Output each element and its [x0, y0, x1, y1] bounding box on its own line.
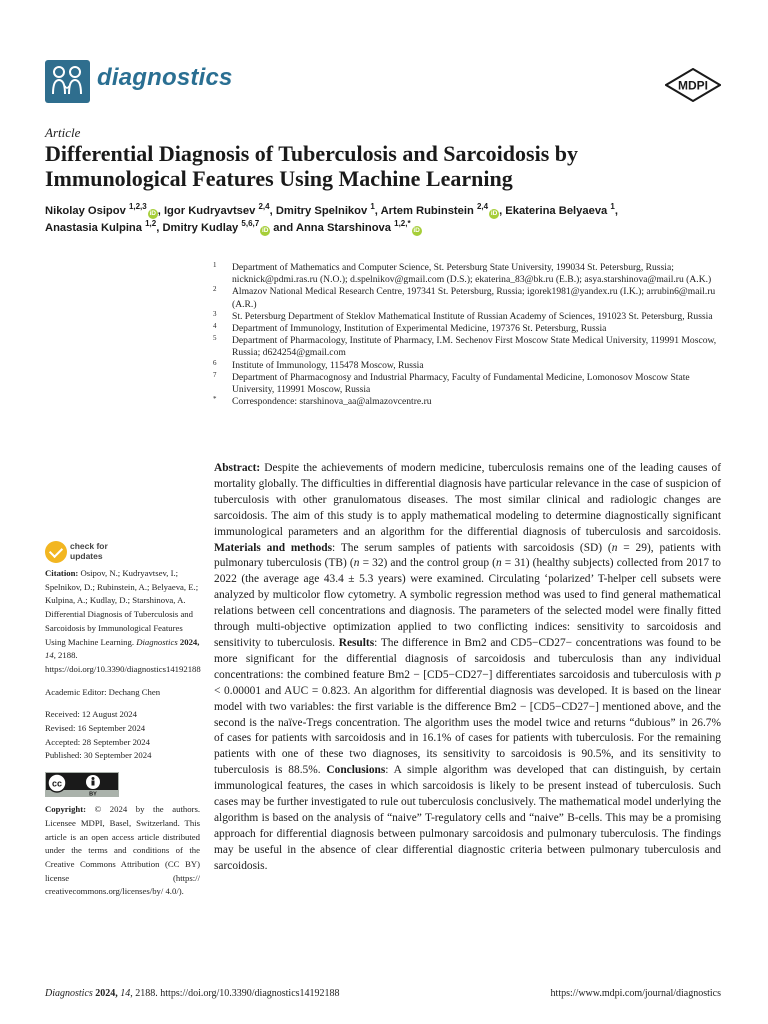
journal-logo-icon	[45, 60, 90, 103]
abstract-results-b: < 0.00001 and AUC = 0.823. An algorithm for differential diagnosis was developed. It is based on the linear model with two variables: the first variable is the difference Bm2 − [CD5−CD27−] mentioned above, and the second is the naïve-Tregs concentration. The algorithm uses the model twice and returns “dubious” in 26.7% of cases for patients with sarcoidosis and in 16.1% of cases for patients with tuberculosis. For the remaining patients with one of these two diagnoses, its sensitivity to sarcoidosis is 90.5%, and its sensitivity to tuberculosis is 88.5%.	[214, 684, 721, 777]
author-list	[45, 203, 721, 237]
citation-doi[interactable]: , 2188. https://doi.org/10.3390/diagnostics14192188	[45, 650, 201, 674]
affiliation-item	[210, 372, 725, 396]
orcid-icon[interactable]: iD	[413, 227, 420, 234]
affiliation-number: *	[213, 395, 217, 404]
check-updates-line1: check for	[70, 541, 108, 551]
methods-label: Materials and methods	[214, 541, 333, 554]
affiliation-text: Institute of Immunology, 115478 Moscow, Russia	[232, 359, 424, 371]
footer-journal: Diagnostics	[45, 988, 93, 999]
check-updates-line2: updates	[70, 550, 103, 561]
affiliation-item	[210, 311, 725, 323]
footer-citation	[45, 988, 340, 999]
author-name[interactable]: Dmitry Spelnikov	[275, 205, 368, 217]
copyright	[45, 803, 200, 899]
abstract-methods-d: = 31) (healthy subjects) collected from 2017 to 2022 (the average age 43.4 ± 5.3 years) were examined. Circulating ‘polarized’ T-helper cell subsets were analyzed by multicolor flow cytometry. A symbolic regression method was used to find general mathematical relations between cell concentrations and diagnosis. The parameters of the selected model were finally fitted through multi-objective optimization applied to two conflicting indices: sensitivity to sarcoidosis and sensitivity to tuberculosis.	[214, 557, 722, 649]
citation-journal: Diagnostics	[136, 636, 178, 647]
affiliation-item	[210, 360, 725, 372]
affiliation-text: Correspondence: starshinova_aa@almazovcentre.ru	[232, 396, 432, 408]
svg-text:cc: cc	[51, 778, 63, 789]
affiliation-number: 3	[213, 309, 217, 318]
journal-header	[45, 60, 721, 105]
article-title: Differential Diagnosis of Tuberculosis and Sarcoidosis by Immunological Features Using Machine Learning	[45, 141, 578, 191]
citation	[45, 567, 200, 677]
cc-by-license-icon[interactable]	[45, 772, 119, 797]
copyright-text: © 2024 by the authors. Licensee MDPI, Basel, Switzerland. This article is an open access article distributed under the terms and conditions of the Creative Commons Attribution (CC BY) license (https:// creativecommons.org/licenses/by/ 4.0/).	[45, 804, 200, 897]
check-for-updates[interactable]	[45, 540, 200, 564]
footer-year: 2024,	[92, 988, 121, 999]
affiliation-item	[210, 286, 725, 310]
affiliation-text: Department of Mathematics and Computer Science, St. Petersburg State University, 199034 St. Petersburg, Russia; nicknick@pdmi.ras.ru (N.O.); d.spelnikov@gmail.com (D.S.); ekaterina_83@bk.ru (E.B.); asya.starshinova@mail.ru (A.K.)	[232, 262, 712, 286]
author-name[interactable]: Anastasia Kulpina	[45, 222, 142, 234]
copyright-label: Copyright:	[45, 804, 87, 815]
orcid-icon[interactable]: iD	[490, 210, 498, 217]
author-affiliation-sup: 5,6,7	[241, 219, 260, 228]
date-accepted: Accepted: 28 September 2024	[45, 736, 150, 747]
citation-label: Citation:	[45, 568, 79, 578]
journal-name[interactable]: diagnostics	[97, 64, 233, 91]
abstract-label: Abstract:	[214, 462, 261, 474]
n-symbol: n	[353, 557, 360, 570]
author-name[interactable]: Anna Starshinova	[295, 222, 392, 234]
author-affiliation-sup: 1,2,*	[394, 219, 411, 228]
affiliation-number: 5	[213, 334, 217, 343]
checkmark-icon	[45, 541, 67, 563]
abstract-methods-a: : The serum samples of patients with sarcoidosis (SD) (	[332, 541, 612, 554]
affiliation-item	[210, 262, 725, 286]
citation-volume: 14	[45, 650, 54, 661]
n-symbol: n	[611, 541, 618, 554]
author-name[interactable]: Igor Kudryavtsev	[163, 205, 256, 217]
citation-year: 2024,	[177, 636, 200, 647]
citation-text: Osipov, N.; Kudryavtsev, I.; Spelnikov, D.; Rubinstein, A.; Belyaeva, E.; Kulpina, A.; Kudlay, D.; Starshinova, A. Differential Diagnosis of Tuberculosis and Sarcoidosis by Immunological Features Using Machine Learning.	[45, 568, 199, 647]
n-symbol: n	[495, 557, 502, 570]
affiliation-number: 7	[213, 370, 217, 379]
footer-volume: 14	[120, 988, 131, 999]
date-published: Published: 30 September 2024	[45, 750, 152, 761]
affiliation-item	[210, 396, 725, 408]
author-separator: ,	[156, 222, 163, 234]
abstract	[214, 461, 721, 875]
affiliation-text: Almazov National Medical Research Centre, 197341 St. Petersburg, Russia; igorek1981@yandex.ru (I.K.); arrubin6@mail.ru (A.R.)	[232, 286, 716, 310]
cc-by-label: BY	[89, 791, 97, 798]
orcid-icon[interactable]: iD	[261, 227, 269, 234]
dates	[45, 708, 200, 763]
author-separator: ,	[374, 205, 381, 217]
results-label: Results	[338, 636, 375, 649]
abstract-conclusions: : A simple algorithm was developed that can distinguish, by certain immunological features, the cases in which sarcoidosis is likely to be present instead of tuberculosis. Such cases may be further investigated to rule out tuberculosis conclusively. The mathematical model underlying the algorithm is based on the analysis of “naive” T-regulatory cells and “naive” B-cells. This may be a promising approach for differential diagnosis between pulmonary sarcoidosis and pulmonary tuberculosis. The findings may be useful in the absence of clear differential diagnostic criteria between pulmonary tuberculosis and sarcoidosis.	[214, 764, 721, 872]
article-type: Article	[45, 125, 81, 140]
mdpi-logo[interactable]	[665, 68, 721, 102]
author-affiliation-sup: 1	[610, 202, 615, 211]
author-separator: ,	[499, 205, 506, 217]
author-name[interactable]: Nikolay Osipov	[45, 205, 126, 217]
mdpi-logo-text: MDPI	[678, 78, 708, 93]
abstract-intro: Despite the achievements of modern medicine, tuberculosis remains one of the leading causes of mortality globally. The difficulties in differential diagnosis have particular relevance in the case of suspicion of tuberculosis with other granulomatous diseases. The most similar clinical and radiologic changes are sarcoidosis. The aim of this study is to apply mathematical modeling to determine diagnostically significant immunological parameters and an algorithm for the differential diagnosis of tuberculosis and sarcoidosis.	[214, 462, 721, 538]
affiliation-text: St. Petersburg Department of Steklov Mathematical Institute of Russian Academy of Sciences, 191023 St. Petersburg, Russia	[232, 310, 713, 322]
author-separator: ,	[157, 205, 164, 217]
author-affiliation-sup: 1,2	[145, 219, 157, 228]
author-affiliation-sup: 2,4	[476, 202, 489, 211]
sidebar	[45, 540, 200, 899]
author-name[interactable]: Artem Rubinstein	[380, 205, 474, 217]
affiliation-item	[210, 323, 725, 335]
date-revised: Revised: 16 September 2024	[45, 723, 146, 734]
affiliation-text: Department of Immunology, Institution of Experimental Medicine, 197376 St. Petersburg, Russia	[232, 323, 607, 335]
orcid-icon[interactable]: iD	[149, 210, 156, 217]
affiliation-number: 6	[213, 358, 217, 367]
affiliation-number: 2	[213, 285, 217, 294]
affiliations	[210, 262, 725, 408]
affiliation-number: 4	[213, 322, 217, 331]
affiliation-item	[210, 335, 725, 359]
affiliation-number: 1	[213, 261, 217, 269]
abstract-methods-b: = 29), patients with pulmonary tuberculosis (TB) (	[214, 541, 721, 570]
author-affiliation-sup: 1,2,3	[128, 202, 147, 211]
author-separator: ,	[269, 205, 276, 217]
author-name[interactable]: Ekaterina Belyaeva	[505, 205, 608, 217]
affiliation-text: Department of Pharmacology, Institute of Pharmacy, I.M. Sechenov First Moscow State Medical University, 119991 Moscow, Russia; d624254@gmail.com	[232, 335, 717, 359]
author-affiliation-sup: 1	[370, 202, 375, 211]
p-symbol: p	[715, 668, 721, 681]
abstract-results-a: : The difference in Bm2 and CD5−CD27− concentrations was found to be more significant for the differential diagnosis of sarcoidosis and tuberculosis than any individual concentrations: the combined feature Bm2 − [CD5−CD27−] differentiates sarcoidosis and tuberculosis with	[214, 636, 721, 681]
affiliation-text: Department of Pharmacognosy and Industrial Pharmacy, Faculty of Fundamental Medicine, Lomonosov Moscow State University, 119991 Moscow, Russia	[232, 371, 690, 396]
author-name[interactable]: Dmitry Kudlay	[162, 222, 239, 234]
footer-doi[interactable]: , 2188. https://doi.org/10.3390/diagnostics14192188	[130, 988, 340, 999]
footer-journal-url[interactable]: https://www.mdpi.com/journal/diagnostics	[550, 988, 721, 999]
author-affiliation-sup: 2,4	[258, 202, 270, 211]
author-separator: and	[270, 222, 296, 234]
author-separator: ,	[614, 205, 618, 217]
academic-editor: Academic Editor: Dechang Chen	[45, 686, 161, 697]
abstract-methods-c: = 32) and the control group (	[359, 557, 496, 570]
conclusions-label: Conclusions	[326, 764, 386, 777]
date-received: Received: 12 August 2024	[45, 709, 137, 720]
